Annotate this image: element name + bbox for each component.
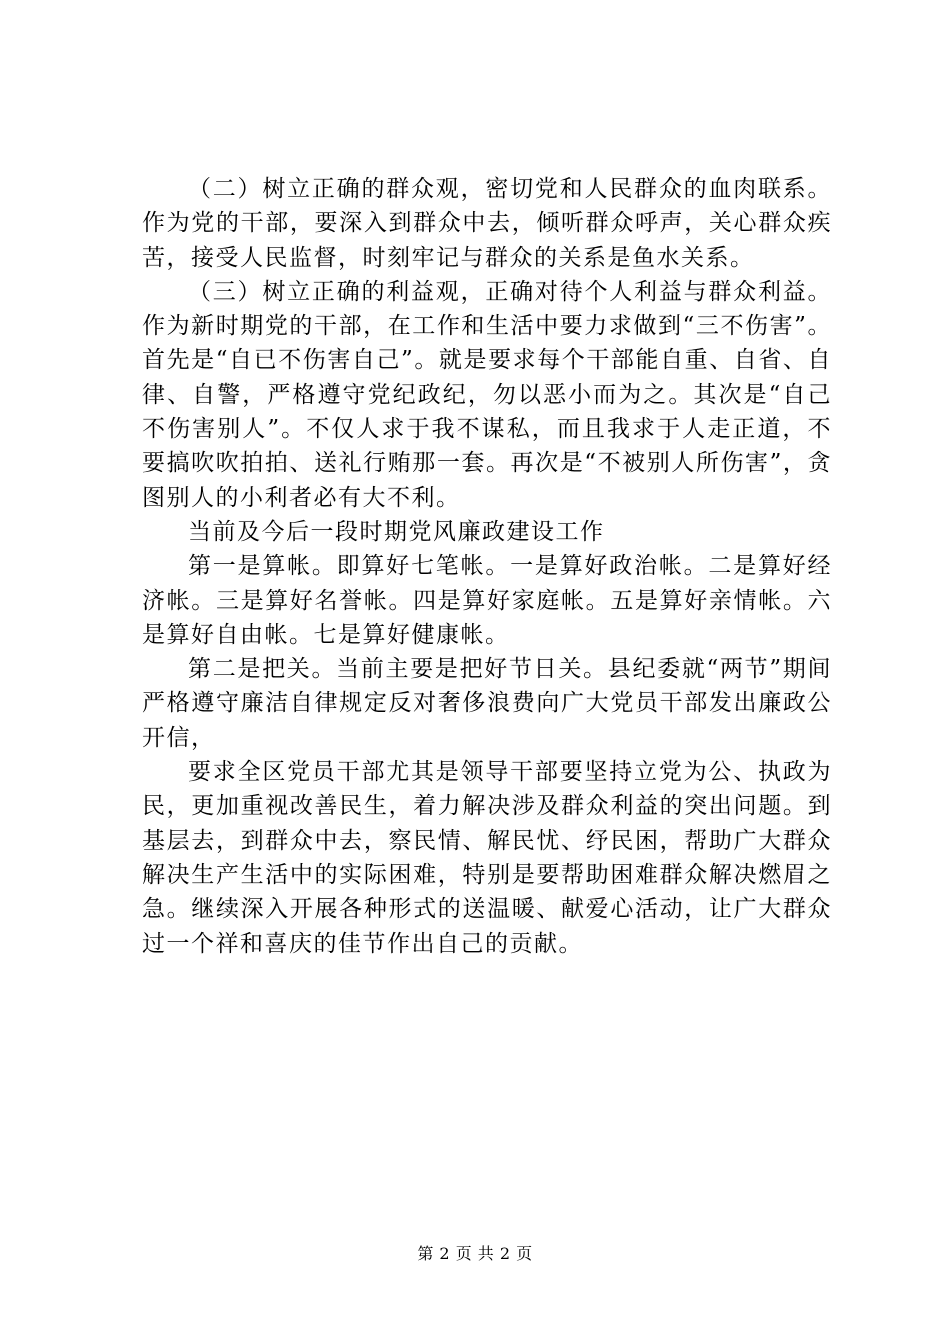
section-heading: 当前及今后一段时期党风廉政建设工作 xyxy=(188,518,605,545)
page-footer: 第 2 页 共 2 页 xyxy=(417,1244,533,1263)
paragraph-interest-view: （三）树立正确的利益观，正确对待个人利益与群众利益。作为新时期党的干部，在工作和生活中要力求做到“三不伤害”。首先是“自已不伤害自己”。就是要求每个干部能自重、自省、自律、自警，严格遵守党纪政纪，勿以恶小而为之。其次是“自己不伤害别人”。不仅人求于我不谋私，而且我求于人走正道，不要搞吹吹拍拍、送礼行贿那一套。再次是“不被别人所伤害”，贪图别人的小利者必有大不利。 xyxy=(142,278,832,511)
paragraph-accounts: 第一是算帐。即算好七笔帐。一是算好政治帐。二是算好经济帐。三是算好名誉帐。四是算好家庭帐。五是算好亲情帐。六是算好自由帐。七是算好健康帐。 xyxy=(142,553,832,648)
paragraph-requirements: 要求全区党员干部尤其是领导干部要坚持立党为公、执政为民，更加重视改善民生，着力解决涉及群众利益的突出问题。到基层去，到群众中去，察民情、解民忧、纾民困，帮助广大群众解决生产生活中的实际困难，特别是要帮助困难群众解决燃眉之急。继续深入开展各种形式的送温暖、献爱心活动，让广大群众过一个祥和喜庆的佳节作出自己的贡献。 xyxy=(142,759,832,957)
document-body xyxy=(142,172,832,961)
paragraph-checkpoint: 第二是把关。当前主要是把好节日关。县纪委就“两节”期间严格遵守廉洁自律规定反对奢侈浪费向广大党员干部发出廉政公开信， xyxy=(142,656,832,751)
paragraph-mass-view: （二）树立正确的群众观，密切党和人民群众的血肉联系。作为党的干部，要深入到群众中去，倾听群众呼声，关心群众疾苦，接受人民监督，时刻牢记与群众的关系是鱼水关系。 xyxy=(142,176,832,271)
